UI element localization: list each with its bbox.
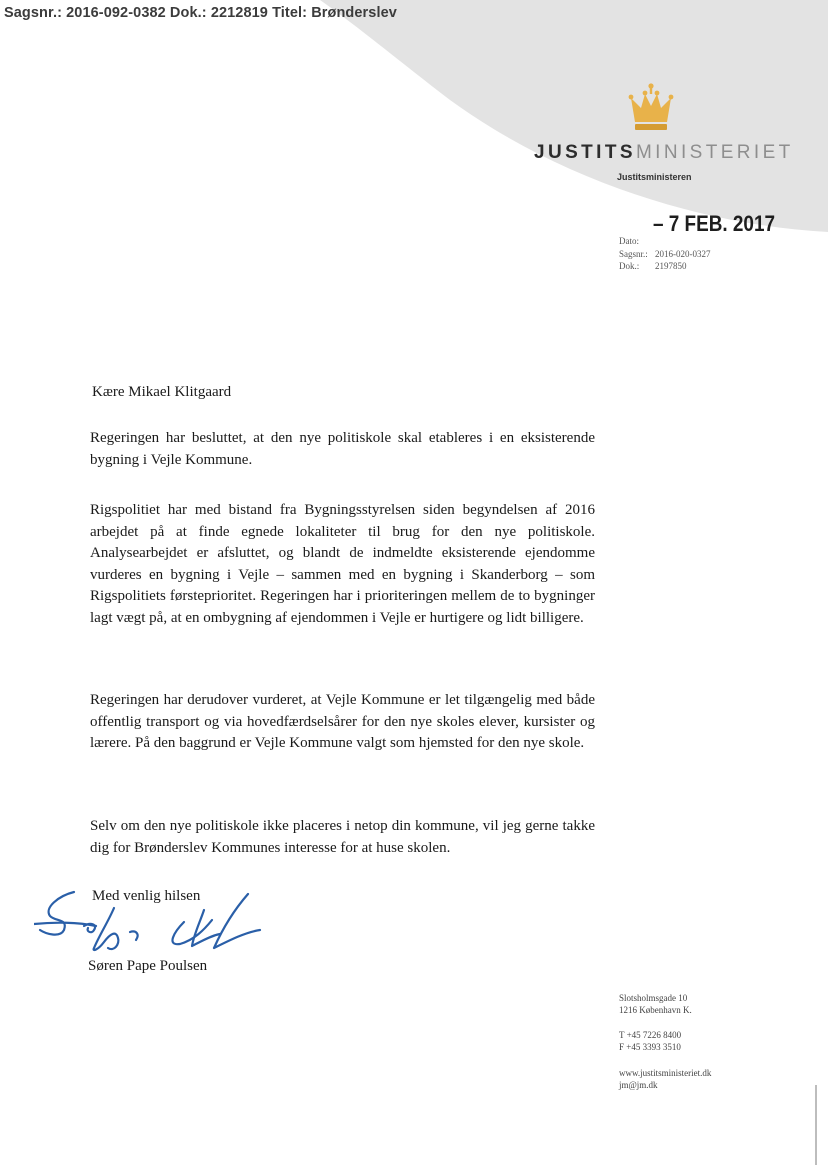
ministry-logo <box>534 142 794 164</box>
logo-part-2: MINISTERIET <box>635 142 794 163</box>
letter-paragraph-2: Rigspolitiet har med bistand fra Bygningsstyrelsen siden begyndelsen af 2016 arbejdet på at finde egnede lokaliteter til brug for den nye politiskole. Analysearbejdet er afsluttet, og blandt de indmeldte eksisterende ejendomme vurderes en bygning i Vejle – sammen med en bygning i Skanderborg – som Rigspolitiets førsteprioritet. Regeringen har i prioriteringen mellem de to bygninger lagt vægt på, at en ombygning af ejendommen i Vejle er hurtigere og lidt billigere. <box>90 502 595 626</box>
address-fax: F +45 3393 3510 <box>619 1042 681 1052</box>
address-email: jm@jm.dk <box>619 1080 658 1090</box>
logo-part-1: JUSTITS <box>534 142 636 163</box>
scan-edge-line <box>815 1085 817 1165</box>
meta-case <box>619 249 711 259</box>
closing: Med venlig hilsen <box>92 888 201 904</box>
meta-date-label: Dato: <box>619 236 639 246</box>
case-header: Sagsnr.: 2016-092-0382 Dok.: 2212819 Titel: Brønderslev <box>4 5 397 21</box>
header-swoosh <box>0 0 828 240</box>
date-stamp: – 7 FEB. 2017 <box>653 211 776 236</box>
meta-doc <box>619 261 687 271</box>
meta-doc-label: Dok.: <box>619 261 640 271</box>
address-city: 1216 København K. <box>619 1005 692 1015</box>
address-web: www.justitsministeriet.dk <box>619 1068 712 1078</box>
letter-paragraph-4: Selv om den nye politiskole ikke placeres i netop din kommune, vil jeg gerne takke dig for Brønderslev Kommunes interesse for at huse skolen. <box>90 818 595 856</box>
letter-paragraph-1: Regeringen har besluttet, at den nye politiskole skal etableres i en eksisterende bygning i Vejle Kommune. <box>90 430 595 468</box>
signature <box>34 886 264 958</box>
meta-doc-value: 2197850 <box>655 261 687 271</box>
crown-icon <box>628 82 674 134</box>
sender-title: Justitsministeren <box>617 172 692 182</box>
address-street: Slotsholmsgade 10 <box>619 993 688 1003</box>
letter-paragraph-3: Regeringen har derudover vurderet, at Vejle Kommune er let tilgængelig med både offentlig transport og via hovedfærdselsårer for den nye skoles elever, kursister og lærere. På den baggrund er Vejle Kommune valgt som hjemsted for den nye skole. <box>90 692 595 752</box>
greeting: Kære Mikael Klitgaard <box>92 384 232 400</box>
meta-case-value: 2016-020-0327 <box>655 249 711 259</box>
meta-case-label: Sagsnr.: <box>619 249 648 259</box>
address-phone: T +45 7226 8400 <box>619 1030 682 1040</box>
meta-date <box>619 236 639 246</box>
signer-name: Søren Pape Poulsen <box>88 958 208 974</box>
